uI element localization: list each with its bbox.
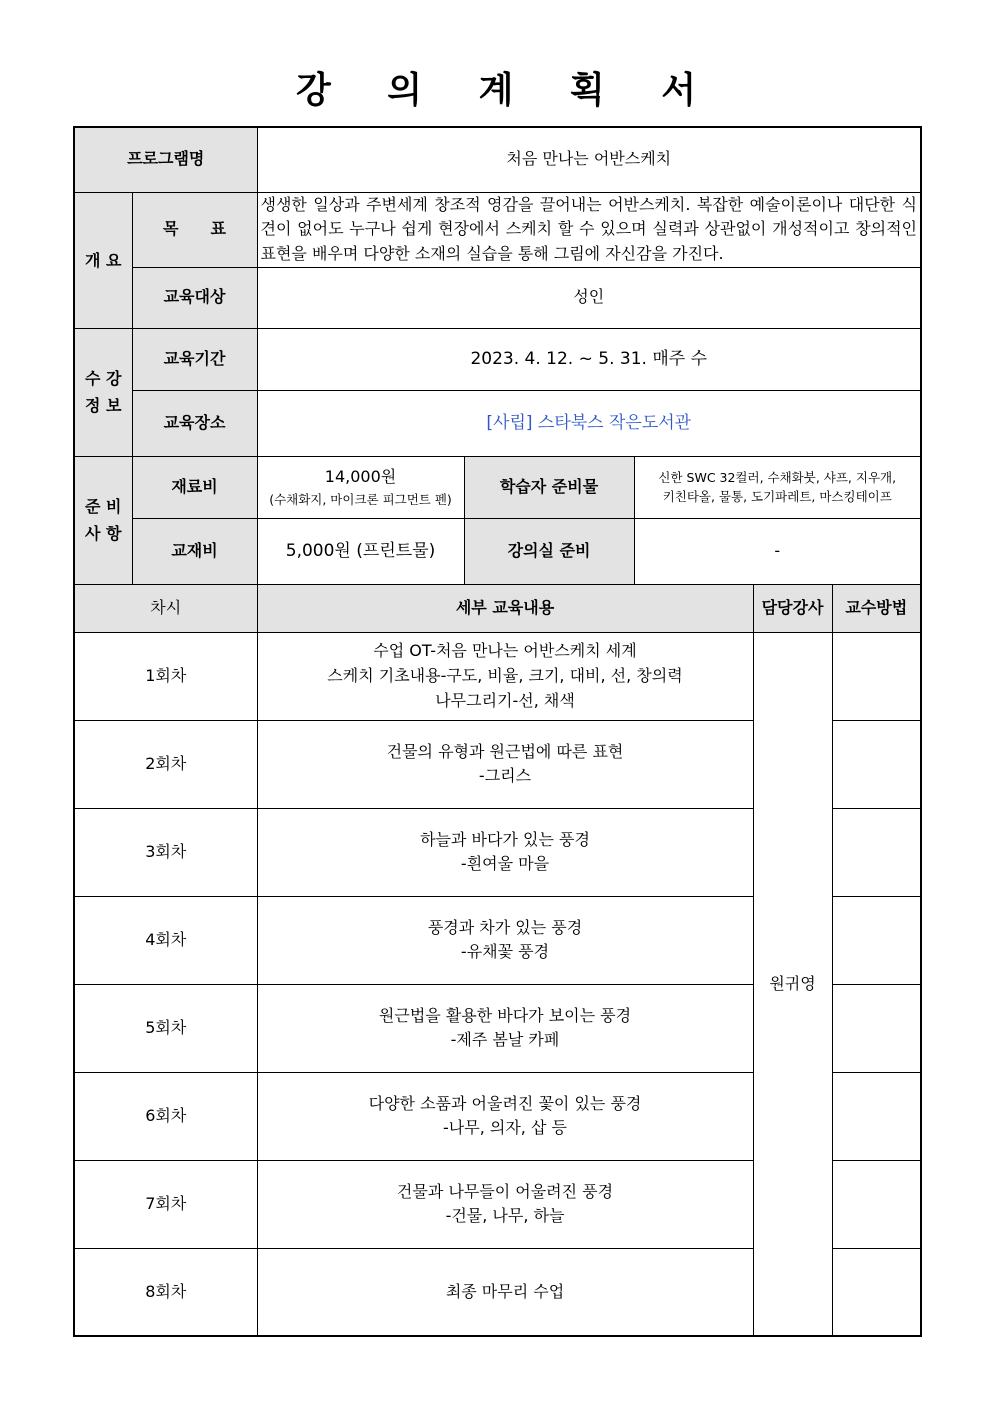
target-value: 성인 [257,267,921,328]
content-header: 세부 교육내용 [257,584,753,632]
session-number: 6회차 [74,1072,257,1160]
goal-text: 생생한 일상과 주변세계 창조적 영감을 끌어내는 어반스케치. 복잡한 예술이론이나 대단한 식견이 없어도 누구나 쉽게 현장에서 스케치 할 수 있으며 실력과 상관없이 개성적이고 창의적인 표현을 배우며 다양한 소재의 실습을 통해 그림에 자신감을 가진다. [257,192,921,267]
goal-label: 목 표 [132,192,257,267]
learner-supplies-line1: 신한 SWC 32컬러, 수채화붓, 샤프, 지우개, [658,470,897,486]
material-fee-value: 14,000원 [324,467,397,487]
method-cell [832,984,921,1072]
document-title: 강 의 계 획 서 [295,70,718,111]
session-content-line: -그리스 [478,766,532,786]
classroom-prep-value: - [634,518,921,584]
period-label: 교육기간 [132,328,257,390]
session-content-line: 풍경과 차가 있는 풍경 [427,917,583,937]
session-number: 3회차 [74,808,257,896]
method-cell [832,1072,921,1160]
material-fee-label: 재료비 [132,456,257,518]
preparation-section-line2: 사 항 [85,524,122,544]
session-content-line: 스케치 기초내용-구도, 비율, 크기, 대비, 선, 창의력 [327,665,683,685]
session-content-line: 건물과 나무들이 어울려진 풍경 [396,1181,614,1201]
textbook-fee-value: 5,000원 (프린트물) [257,518,464,584]
session-content-line: -나무, 의자, 삽 등 [443,1118,567,1138]
target-label: 교육대상 [132,267,257,328]
program-value: 처음 만나는 어반스케치 [257,127,921,192]
place-value: [사립] 스타북스 작은도서관 [257,390,921,456]
session-content-line: -제주 봄날 카페 [450,1030,560,1050]
enrollment-section-line1: 수 강 [85,369,122,389]
session-content-line: -유채꽃 풍경 [460,942,550,962]
session-content-line: 나무그리기-선, 채색 [435,690,575,710]
preparation-section-label [74,456,132,584]
session-content-line: -흰여울 마을 [460,854,550,874]
method-cell [832,632,921,720]
session-content-line: 다양한 소품과 어울려진 꽃이 있는 풍경 [368,1093,642,1113]
material-fee-note: (수채화지, 마이크론 피그먼트 펜) [269,492,452,508]
session-content-line: 최종 마무리 수업 [445,1281,565,1301]
instructor-header: 담당강사 [753,584,832,632]
method-cell [832,1248,921,1336]
textbook-fee-label: 교재비 [132,518,257,584]
session-number: 4회차 [74,896,257,984]
session-content [257,632,753,720]
place-label: 교육장소 [132,390,257,456]
learner-supplies-label: 학습자 준비물 [464,456,634,518]
preparation-section-line1: 준 비 [85,497,122,517]
method-cell [832,720,921,808]
learner-supplies-cell [634,456,921,518]
period-value: 2023. 4. 12. ~ 5. 31. 매주 수 [257,328,921,390]
program-label: 프로그램명 [74,127,257,192]
method-cell [832,1160,921,1248]
table-row [74,632,921,720]
method-header: 교수방법 [832,584,921,632]
enrollment-section-line2: 정 보 [85,396,122,416]
session-content [257,984,753,1072]
method-cell [832,808,921,896]
session-number: 7회차 [74,1160,257,1248]
overview-section-label: 개 요 [74,192,132,328]
session-content-line: 하늘과 바다가 있는 풍경 [420,829,590,849]
session-content-line: 건물의 유형과 원근법에 따른 표현 [386,741,624,761]
session-content [257,1160,753,1248]
instructor-name: 원귀영 [753,632,832,1336]
session-number: 8회차 [74,1248,257,1336]
session-content [257,720,753,808]
lecture-plan-table [73,126,922,1337]
session-content-line: 원근법을 활용한 바다가 보이는 풍경 [378,1005,632,1025]
session-content [257,896,753,984]
session-content-line: -건물, 나무, 하늘 [445,1206,565,1226]
session-content [257,1248,753,1336]
material-fee-cell [257,456,464,518]
session-number: 1회차 [74,632,257,720]
learner-supplies-line2: 키친타올, 물통, 도기파레트, 마스킹테이프 [662,489,892,505]
session-content-line: 수업 OT-처음 만나는 어반스케치 세계 [373,641,637,661]
session-content [257,808,753,896]
enrollment-section-label [74,328,132,456]
session-number: 5회차 [74,984,257,1072]
session-number: 2회차 [74,720,257,808]
classroom-prep-label: 강의실 준비 [464,518,634,584]
session-header: 차시 [74,584,257,632]
session-content [257,1072,753,1160]
method-cell [832,896,921,984]
